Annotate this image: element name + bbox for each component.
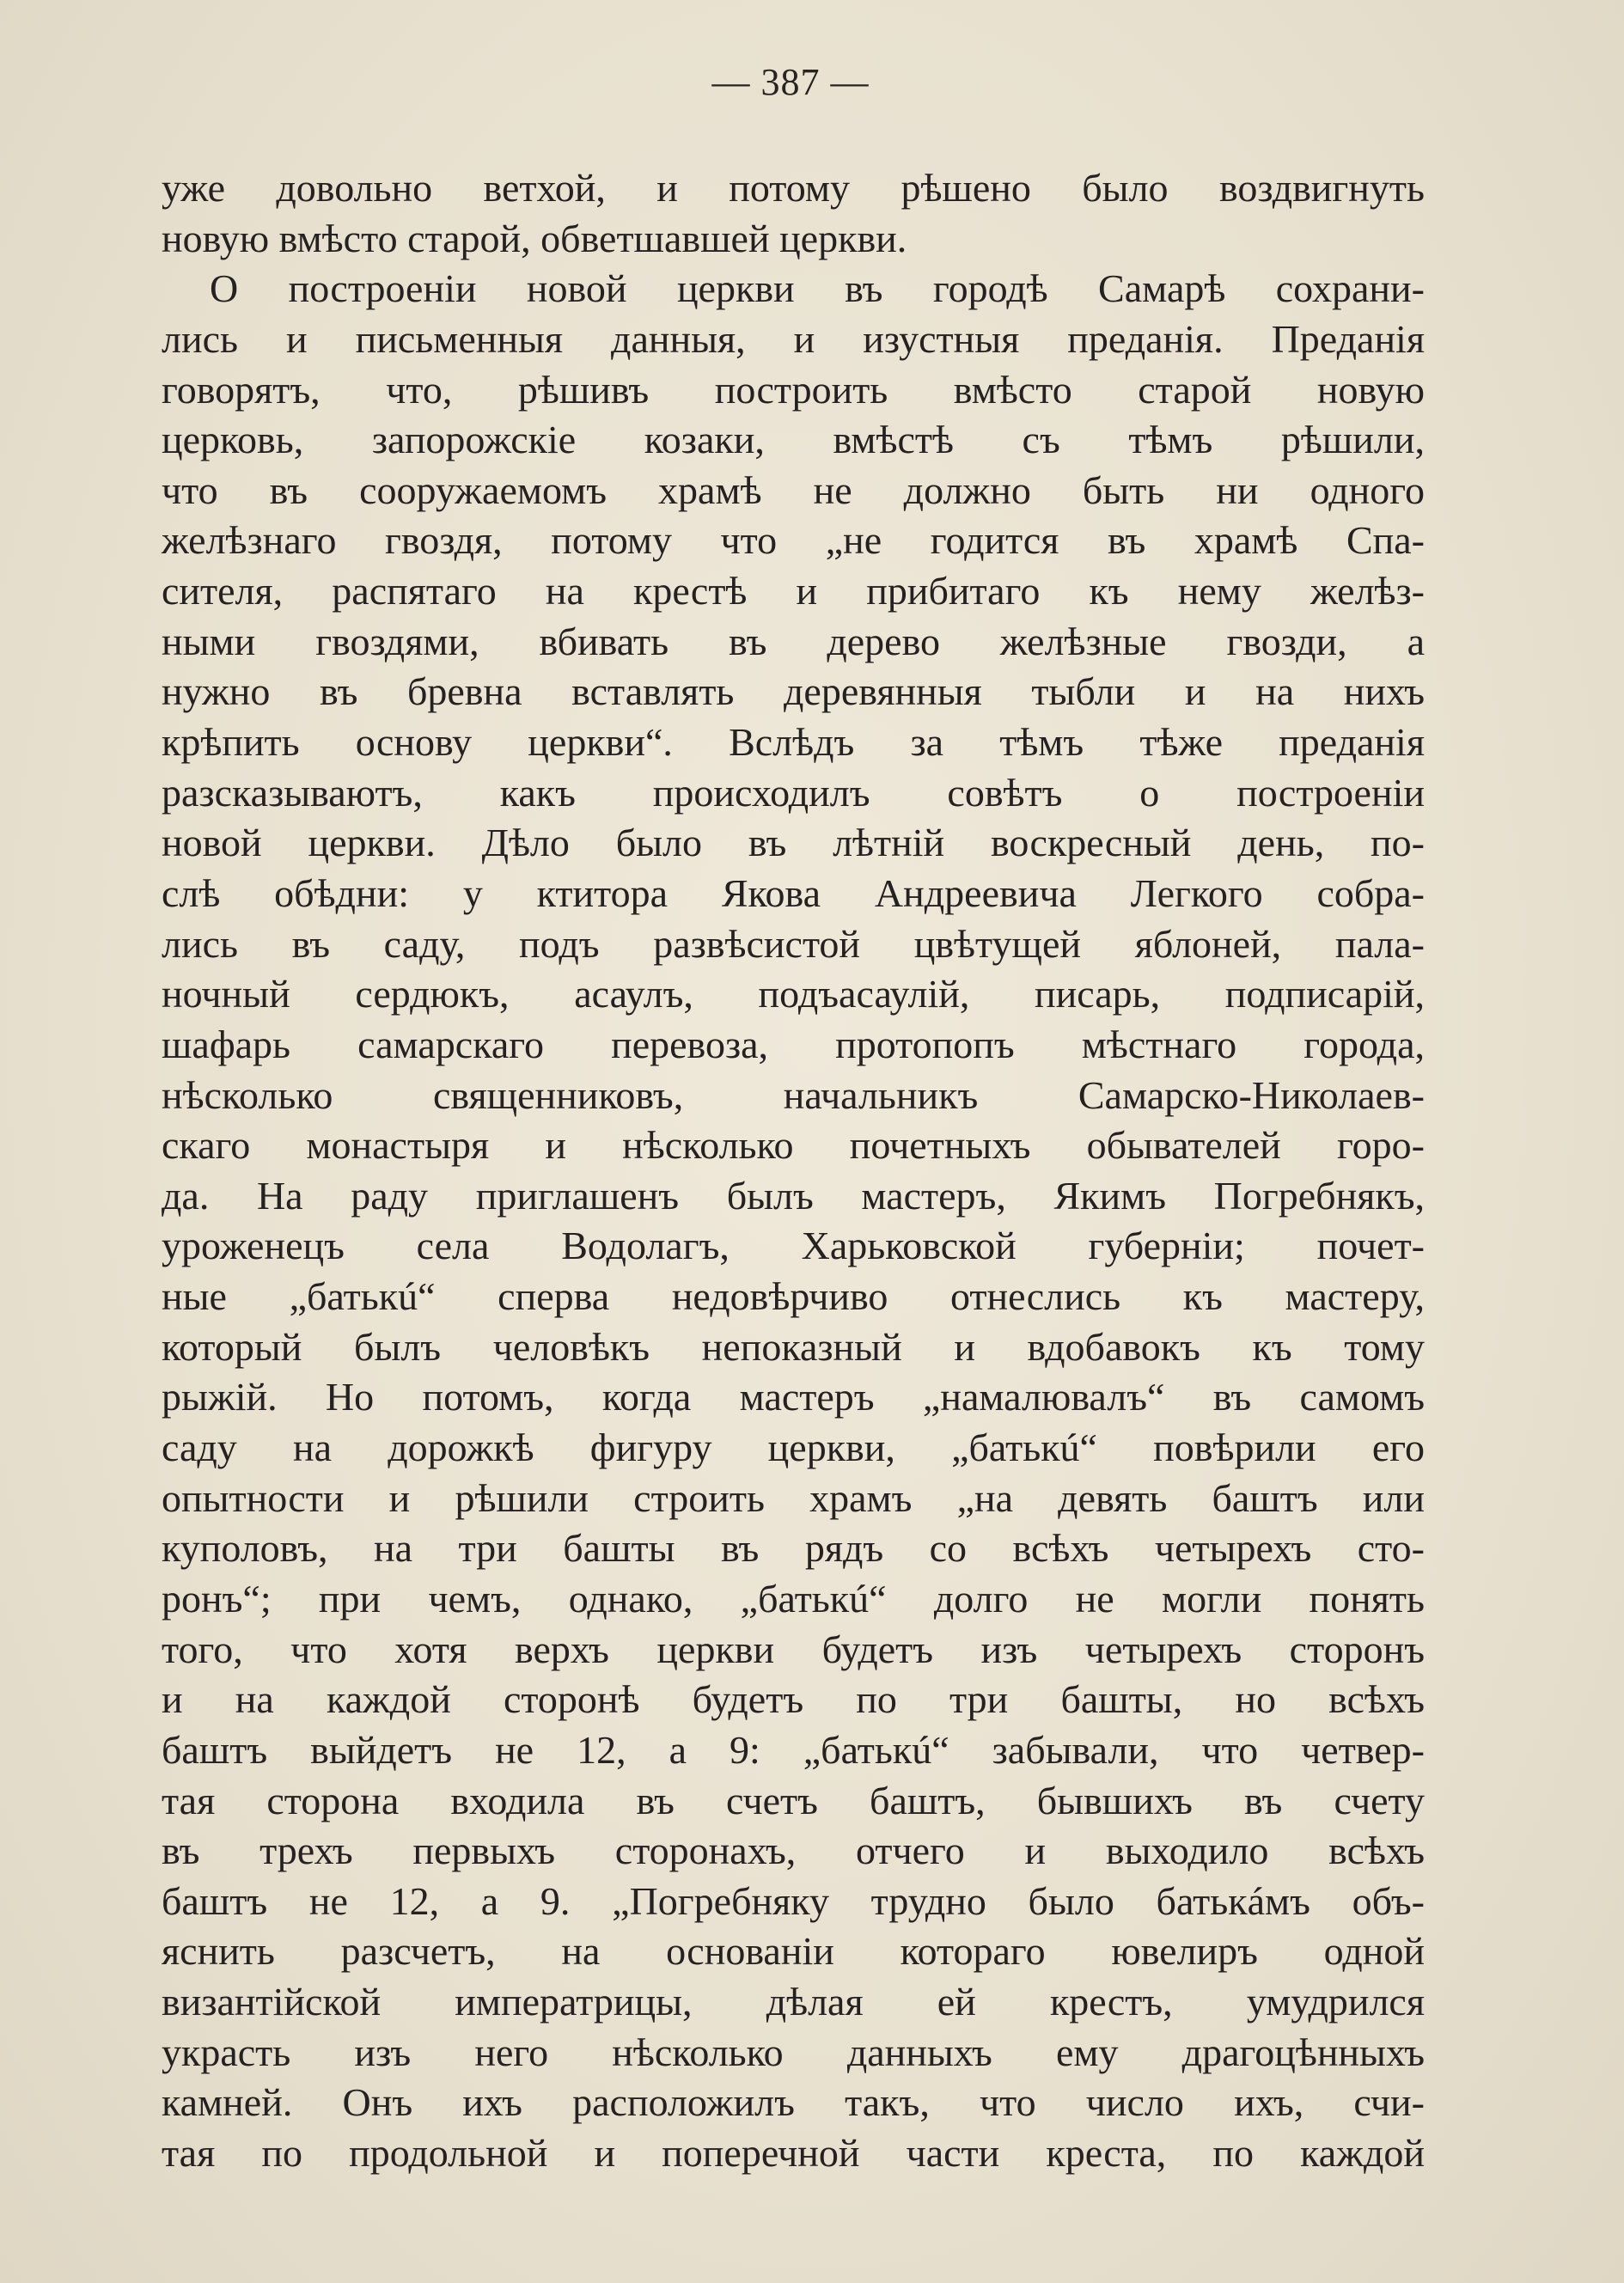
text-line: желѣзнаго гвоздя, потому что „не годится въ храмѣ Спа- — [162, 518, 1425, 563]
text-line: саду на дорожкѣ фигуру церкви, „батькú“ повѣрили его — [162, 1425, 1425, 1470]
text-line: что въ сооружаемомъ храмѣ не должно быть ни одного — [162, 467, 1425, 512]
text-line: тая сторона входила въ счетъ баштъ, бывшихъ въ счету — [162, 1778, 1425, 1822]
text-line: баштъ не 12, а 9. „Погребняку трудно было батькáмъ объ- — [162, 1878, 1425, 1923]
text-line: новую вмѣсто старой, обветшавшей церкви. — [162, 216, 907, 260]
text-line: ные „батькú“ сперва недовѣрчиво отнеслись къ мастеру, — [162, 1274, 1425, 1319]
text-line: сителя, распятаго на крестѣ и прибитаго къ нему желѣз- — [162, 569, 1425, 613]
text-line: ными гвоздями, вбивать въ дерево желѣзные гвозди, а — [162, 619, 1425, 663]
text-line: скаго монастыря и нѣсколько почетныхъ обывателей горо- — [162, 1123, 1425, 1168]
text-line: церковь, запорожскіе козаки, вмѣстѣ съ тѣмъ рѣшили, — [162, 418, 1425, 462]
text-line: О построеніи новой церкви въ городѣ Самарѣ сохрани- — [210, 266, 1425, 311]
text-line: куполовъ, на три башты въ рядъ со всѣхъ четырехъ сто- — [162, 1526, 1425, 1571]
text-line: украсть изъ него нѣсколько данныхъ ему драгоцѣнныхъ — [162, 2030, 1425, 2074]
text-line: говорятъ, что, рѣшивъ построить вмѣсто старой новую — [162, 367, 1425, 412]
text-line: ронъ“; при чемъ, однако, „батькú“ долго не могли понять — [162, 1576, 1425, 1621]
text-line: тая по продольной и поперечной части креста, по каждой — [162, 2130, 1425, 2175]
text-line: опытности и рѣшили строить храмъ „на девять баштъ или — [162, 1475, 1425, 1520]
text-line: уроженецъ села Водолагъ, Харьковской губерніи; почет- — [162, 1224, 1425, 1268]
text-line: рыжій. Но потомъ, когда мастеръ „намалювалъ“ въ самомъ — [162, 1375, 1425, 1419]
text-line: уже довольно ветхой, и потому рѣшено было воздвигнуть — [162, 166, 1425, 210]
text-line: и на каждой сторонѣ будетъ по три башты, но всѣхъ — [162, 1677, 1425, 1722]
text-line: ночный сердюкъ, асаулъ, подъасаулій, писарь, подписарій, — [162, 972, 1425, 1016]
text-line: да. На раду приглашенъ былъ мастеръ, Якимъ Погребнякъ, — [162, 1173, 1425, 1218]
text-line: лись въ саду, подъ развѣсистой цвѣтущей яблоней, пала- — [162, 921, 1425, 966]
text-line: лись и письменныя данныя, и изустныя преданія. Преданія — [162, 316, 1425, 361]
text-line: нѣсколько священниковъ, начальникъ Самарско-Николаев- — [162, 1072, 1425, 1117]
text-line: византійской императрицы, дѣлая ей крестъ, умудрился — [162, 1980, 1425, 2024]
text-line: въ трехъ первыхъ сторонахъ, отчего и выходило всѣхъ — [162, 1828, 1425, 1873]
text-line: того, что хотя верхъ церкви будетъ изъ четырехъ сторонъ — [162, 1627, 1425, 1671]
text-line: баштъ выйдетъ не 12, а 9: „батькú“ забывали, что четвер- — [162, 1727, 1425, 1772]
text-line: разсказываютъ, какъ происходилъ совѣтъ о построеніи — [162, 770, 1425, 815]
text-line: слѣ обѣдни: у ктитора Якова Андреевича Легкого собра- — [162, 870, 1425, 915]
text-line: который былъ человѣкъ непоказный и вдобавокъ къ тому — [162, 1324, 1425, 1369]
text-line: новой церкви. Дѣло было въ лѣтній воскресный день, по- — [162, 821, 1425, 865]
text-line: крѣпить основу церкви“. Вслѣдъ за тѣмъ тѣже преданія — [162, 720, 1425, 765]
text-line: камней. Онъ ихъ расположилъ такъ, что число ихъ, счи- — [162, 2080, 1425, 2125]
text-line: нужно въ бревна вставлять деревянныя тыбли и на нихъ — [162, 669, 1425, 714]
text-line: яснить разсчетъ, на основаніи котораго ювелиръ одной — [162, 1929, 1425, 1974]
page-number: — 387 — — [711, 61, 870, 103]
body-text — [162, 163, 1425, 2179]
text-line: шафарь самарскаго перевоза, протопопъ мѣстнаго города, — [162, 1022, 1425, 1066]
